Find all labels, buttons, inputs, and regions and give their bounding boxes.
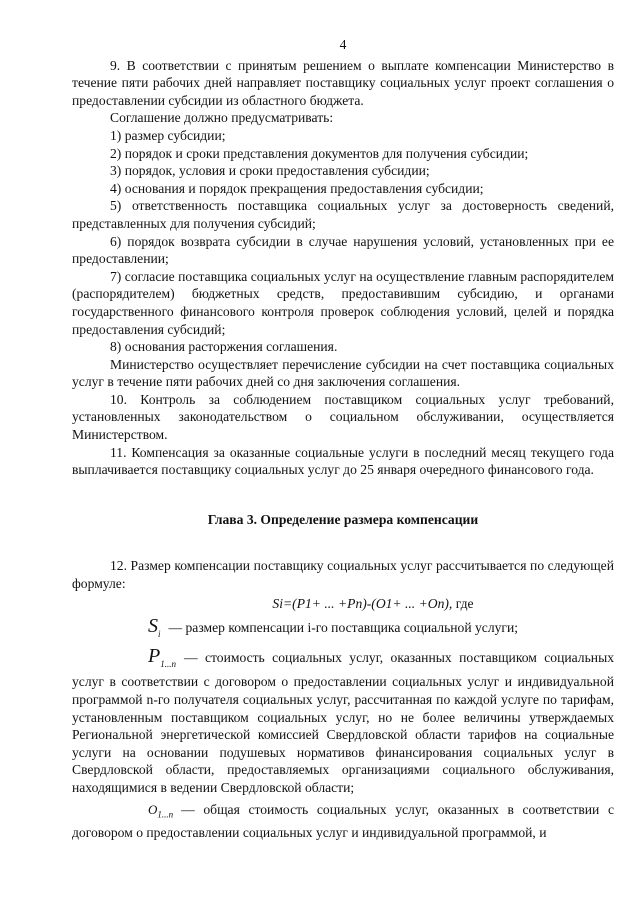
page-number: 4	[339, 37, 347, 52]
paragraph: 6) порядок возврата субсидии в случае нарушения условий, установленных при ее предоставлении;	[72, 233, 614, 267]
definition-o-text: — общая стоимость социальных услуг, оказанных в соответствии с договором о предоставлении социальных услуг и индивидуальной программой, и	[72, 801, 614, 840]
formula-suffix: где	[455, 595, 474, 611]
definition-s-text: — размер компенсации i-го поставщика социальной услуги;	[168, 620, 519, 636]
symbol-o: $O_{1...n}$	[148, 801, 174, 820]
paragraph: 8) основания расторжения соглашения.	[110, 339, 338, 355]
definition-s	[72, 615, 614, 644]
paragraph: 9. В соответствии с принятым решением о выплате компенсации Министерство в течение пяти рабочих дней направляет поставщику социальных услуг проект соглашения о предоставлении субсидии из областного бюджета.	[72, 57, 614, 108]
paragraph: 7) согласие поставщика социальных услуг на осуществление главным распорядителем (распорядителем) бюджетных средств, предоставившим субсидию, и органами государственного финансового контроля проверок соблюдения условий, целей и порядка предоставления субсидий;	[72, 268, 614, 337]
paragraph: 5) ответственность поставщика социальных услуг за достоверность сведений, представленных для получения субсидий;	[72, 198, 614, 231]
definition-p-text: — стоимость социальных услуг, оказанных поставщиком социальных услуг в соответствии с договором о предоставлении социальных услуг и индивидуальной программой n-го получателя социальных услуг, рассчитанная по каждой услуге по тарифам, установленным поставщиком социальных услуг, но не более величины утверждаемых Региональной энергетической комиссией Свердловской области тарифов на социальные услуги на основании подушевых нормативов финансирования социальных услуг в Свердловской области, предоставляемых организациями социального обслуживания, находящимися в ведении Свердловской области;	[72, 649, 614, 795]
paragraph: 4) основания и порядок прекращения предоставления субсидии;	[110, 180, 484, 196]
document-page	[72, 36, 614, 841]
paragraph: 11. Компенсация за оказанные социальные услуги в последний месяц текущего года выплачивается поставщику социальных услуг до 25 января очередного финансового года.	[72, 444, 614, 478]
definition-p	[72, 644, 614, 797]
formula-expression: Si=(P1+ ... +Pn)-(O1+ ... +On),	[272, 595, 453, 611]
chapter-heading: Глава 3. Определение размера компенсации	[207, 511, 479, 527]
paragraph-12: 12. Размер компенсации поставщику социальных услуг рассчитывается по следующей формуле:	[72, 558, 614, 592]
symbol-s: $S_i$	[148, 615, 161, 640]
paragraph: Соглашение должно предусматривать:	[110, 110, 334, 126]
paragraph: 10. Контроль за соблюдением поставщиком социальных услуг требований, установленных законодательством о социальном обслуживании, осуществляется Министерством.	[72, 391, 614, 443]
formula	[72, 595, 614, 613]
definition-o	[72, 801, 614, 842]
paragraph: 2) порядок и сроки представления документов для получения субсидии;	[110, 145, 529, 161]
paragraph: 1) размер субсидии;	[110, 127, 226, 143]
symbol-p: $P_{1...n}$	[148, 644, 176, 669]
paragraph: Министерство осуществляет перечисление субсидии на счет поставщика социальных услуг в течение пяти рабочих дней со дня заключения соглашения.	[72, 356, 614, 390]
paragraphs-section	[72, 57, 614, 479]
paragraph: 3) порядок, условия и сроки предоставления субсидии;	[110, 163, 430, 179]
